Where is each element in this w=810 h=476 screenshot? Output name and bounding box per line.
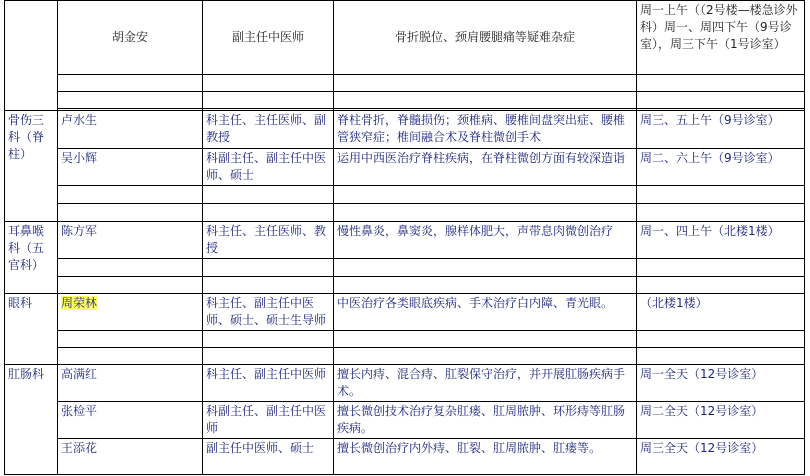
doctor-specialty: 运用中西医治疗脊柱疾病，在脊柱微创方面有较深造诣 bbox=[334, 149, 637, 186]
empty-row bbox=[5, 92, 805, 109]
doctor-title: 科主任、副主任中医师、硕士、硕士生导师 bbox=[203, 294, 334, 331]
dept-label: 肛肠科 bbox=[5, 365, 58, 475]
doctor-schedule: 周三、五上午（9号诊室） bbox=[637, 111, 805, 149]
doctor-title: 科主任、副主任中医师 bbox=[203, 365, 334, 402]
doctor-title: 副主任中医师 bbox=[203, 1, 334, 75]
doctor-title: 副主任中医师、硕士 bbox=[203, 439, 334, 475]
doctor-title: 科主任、主任医师、教授 bbox=[203, 222, 334, 259]
doctor-title: 科主任、主任医师、副教授 bbox=[203, 111, 334, 149]
table-row bbox=[5, 402, 805, 439]
doctor-specialty: 擅长内痔、混合痔、肛裂保守治疗，并开展肛肠疾病手术。 bbox=[334, 365, 637, 402]
doctor-specialty: 骨折脱位、颈肩腰腿痛等疑难杂症 bbox=[334, 1, 637, 75]
table-row bbox=[5, 111, 805, 149]
empty-row bbox=[5, 75, 805, 92]
doctor-specialty: 擅长微创治疗内外痔、肛裂、肛周脓肿、肛瘘等。 bbox=[334, 439, 637, 475]
table-row bbox=[5, 294, 805, 331]
doctor-schedule: 周三全天（12号诊室） bbox=[637, 439, 805, 475]
doctor-name: 卢水生 bbox=[58, 111, 203, 149]
dept-label: 骨伤三科（脊柱） bbox=[5, 111, 58, 222]
empty-row bbox=[5, 204, 805, 222]
empty-row bbox=[5, 186, 805, 204]
doctor-name: 王添花 bbox=[58, 439, 203, 475]
doctor-schedule: 周一全天（12号诊室） bbox=[637, 365, 805, 402]
doctor-schedule-table bbox=[4, 0, 805, 475]
doctor-name: 高满红 bbox=[58, 365, 203, 402]
doctor-name: 张检平 bbox=[58, 402, 203, 439]
doctor-schedule: 周一上午（（2号楼—楼急诊外科）周一、周四下午（9号诊室），周三下午（1号诊室） bbox=[637, 1, 805, 75]
doctor-name: 陈方军 bbox=[58, 222, 203, 259]
table-row bbox=[5, 222, 805, 259]
doctor-schedule: 周二全天（12号诊室） bbox=[637, 402, 805, 439]
empty-row bbox=[5, 331, 805, 348]
table-row bbox=[5, 439, 805, 475]
doctor-specialty: 脊柱骨折，脊髓损伤；颈椎病、腰椎间盘突出症、腰椎管狭窄症；椎间融合术及脊柱微创手术 bbox=[334, 111, 637, 149]
doctor-title: 科副主任、副主任中医师 bbox=[203, 402, 334, 439]
dept-label: 眼科 bbox=[5, 294, 58, 365]
doctor-schedule: 周一、四上午（北楼1楼） bbox=[637, 222, 805, 259]
doctor-name: 胡金安 bbox=[58, 1, 203, 75]
doctor-name bbox=[58, 294, 203, 331]
doctor-schedule: 周二、六上午（9号诊室） bbox=[637, 149, 805, 186]
doctor-specialty: 慢性鼻炎，鼻窦炎，腺样体肥大，声带息肉微创治疗 bbox=[334, 222, 637, 259]
doctor-schedule: （北楼1楼） bbox=[637, 294, 805, 331]
empty-row bbox=[5, 259, 805, 277]
dept-label: 耳鼻喉科（五官科） bbox=[5, 222, 58, 294]
table-row bbox=[5, 365, 805, 402]
dept-cell-empty bbox=[5, 1, 58, 111]
empty-row bbox=[5, 277, 805, 294]
empty-row bbox=[5, 348, 805, 365]
table-row bbox=[5, 149, 805, 186]
doctor-title: 科副主任、副主任中医师、硕士 bbox=[203, 149, 334, 186]
doctor-specialty: 中医治疗各类眼底疾病、手术治疗白内障、青光眼。 bbox=[334, 294, 637, 331]
doctor-specialty: 擅长微创技术治疗复杂肛瘘、肛周脓肿、环形痔等肛肠疾病。 bbox=[334, 402, 637, 439]
doctor-name: 吴小辉 bbox=[58, 149, 203, 186]
table-row bbox=[5, 1, 805, 75]
highlighted-name: 周荣林 bbox=[61, 296, 98, 310]
